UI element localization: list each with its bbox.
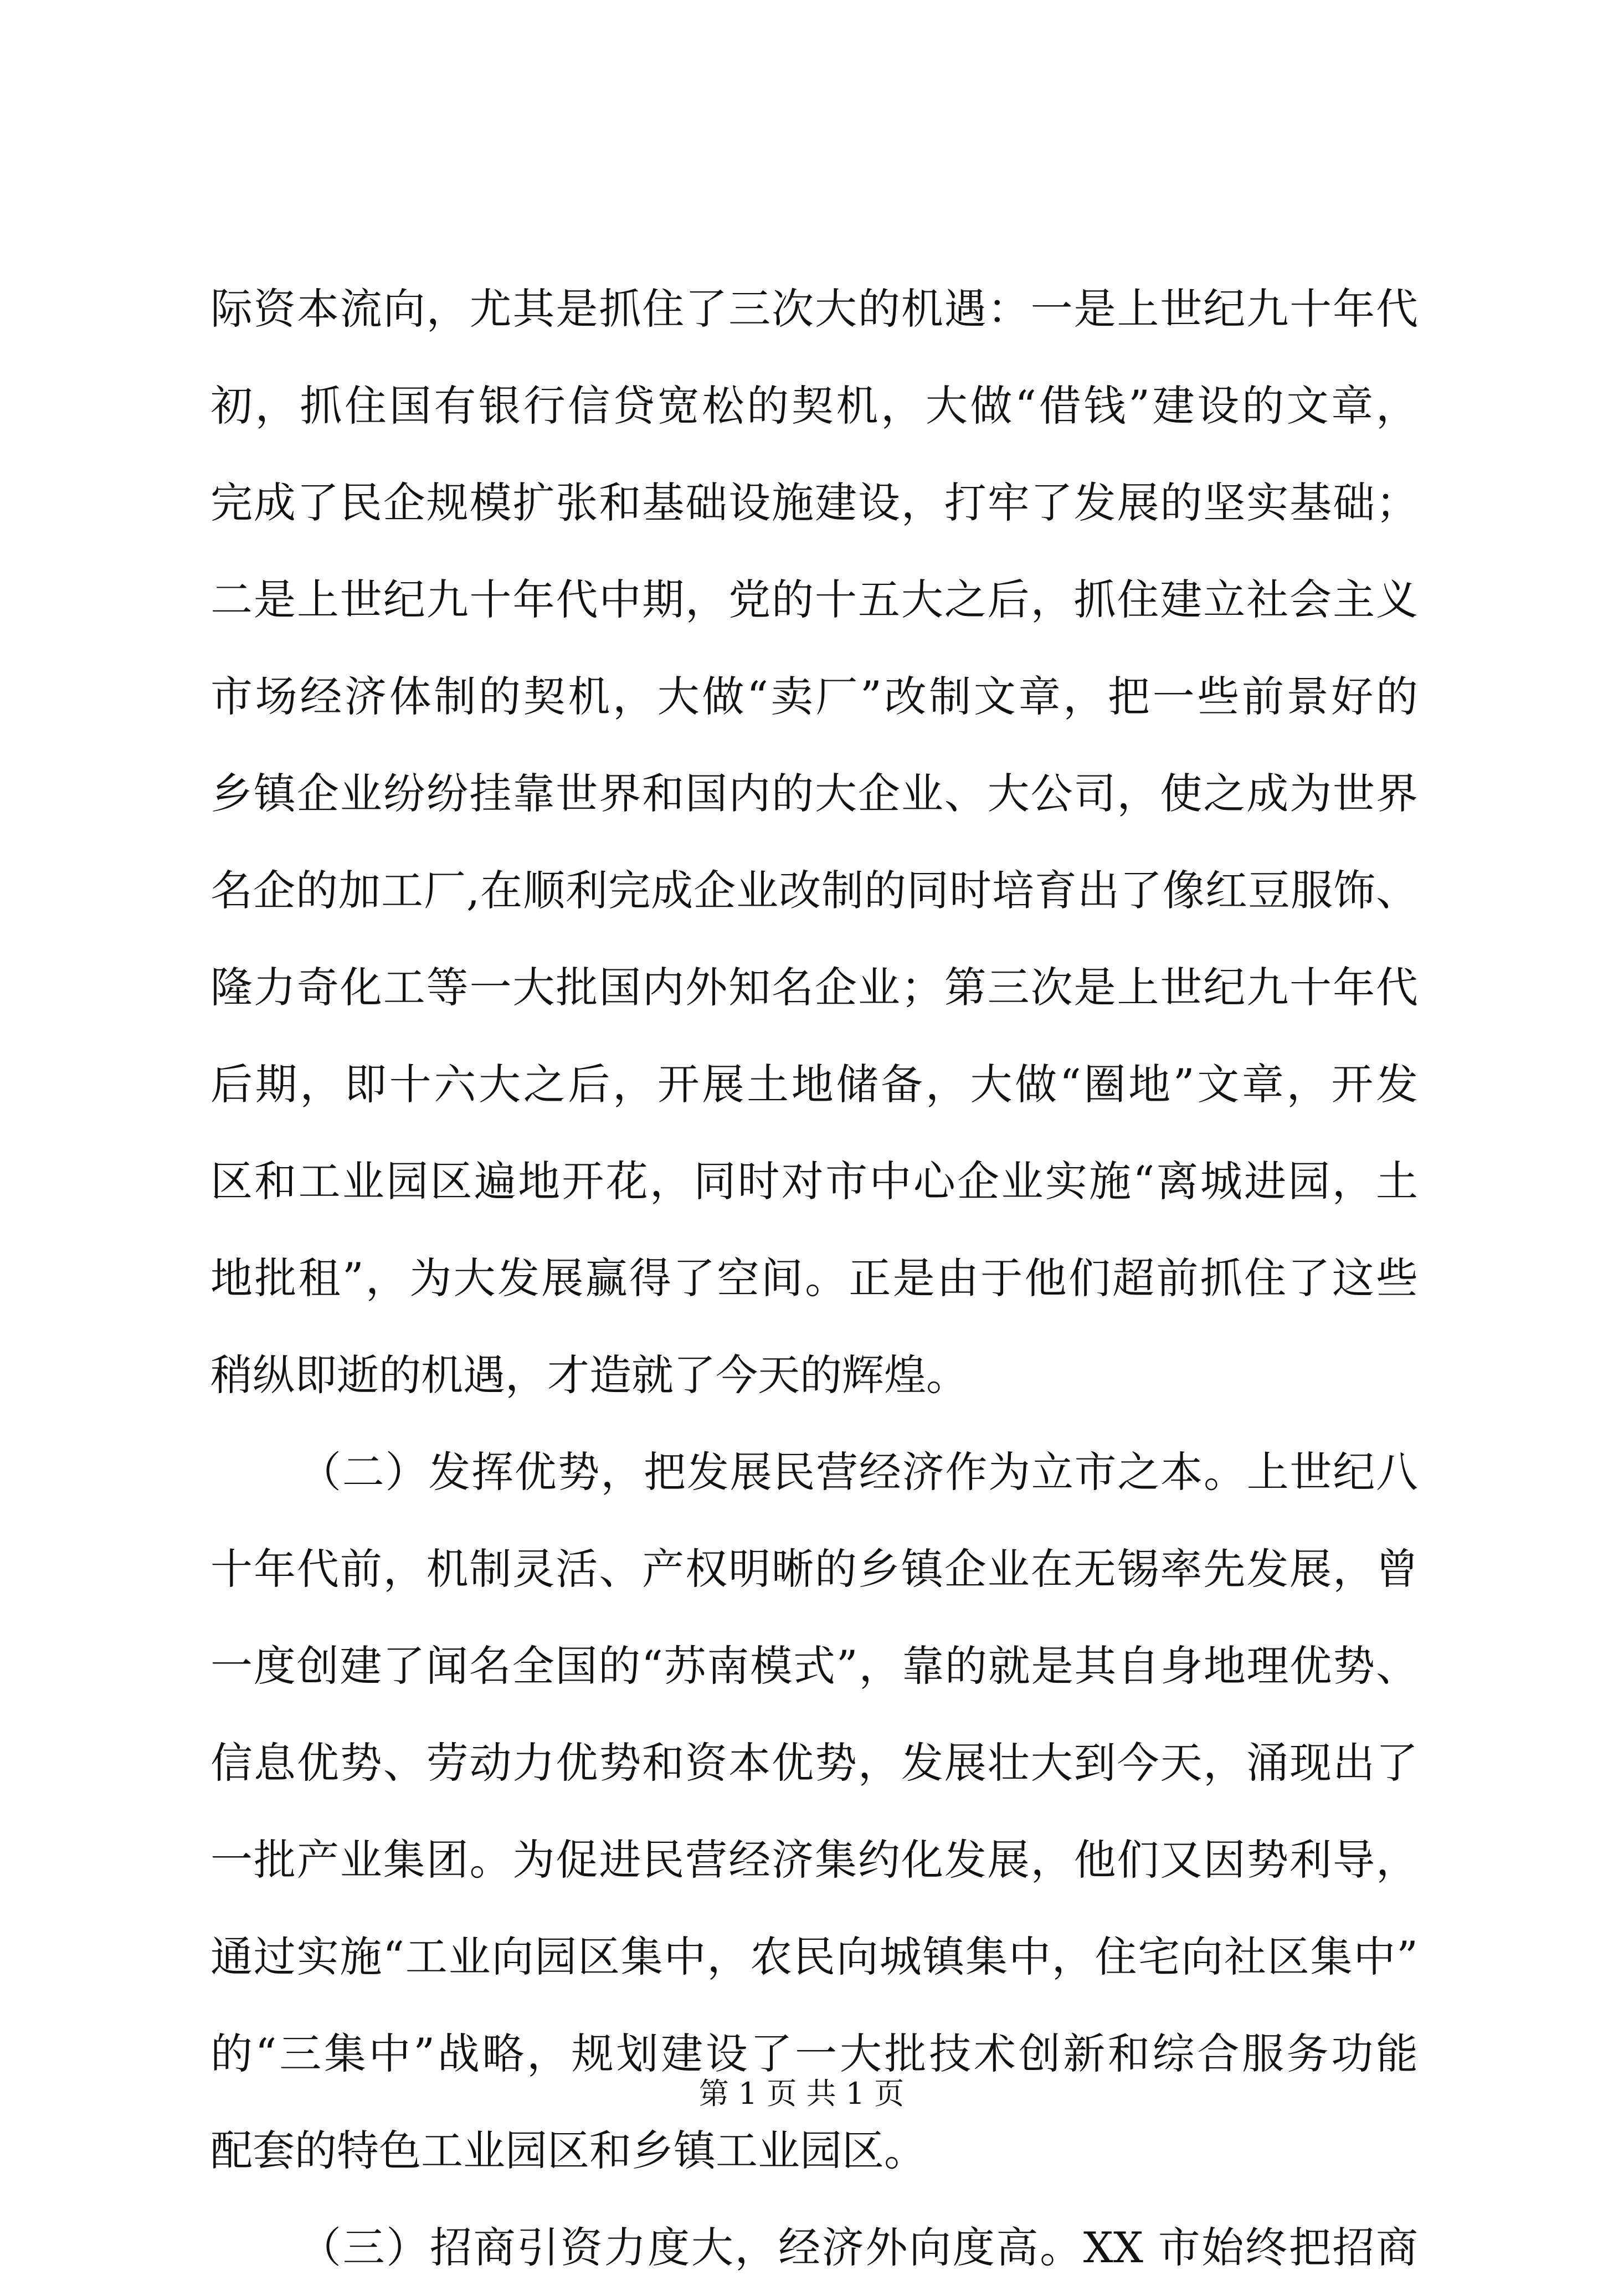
text-line: 区和工业园区遍地开花，同时对市中心企业实施“离城进园，土	[210, 1157, 1418, 1206]
text-line: 初，抓住国有银行信贷宽松的契机，大做“借钱”建设的文章，	[210, 381, 1418, 430]
text-line: 通过实施“工业向园区集中，农民向城镇集中，住宅向社区集中”	[210, 1932, 1418, 1981]
page-footer: 第 1 页 共 1 页	[698, 2076, 905, 2111]
text-line: 的“三集中”战略，规划建设了一大批技术创新和综合服务功能	[210, 2029, 1418, 2078]
text-line: 十年代前，机制灵活、产权明晰的乡镇企业在无锡率先发展，曾	[210, 1544, 1418, 1594]
text-line: 际资本流向，尤其是抓住了三次大的机遇：一是上世纪九十年代	[210, 284, 1418, 333]
text-line: 一批产业集团。为促进民营经济集约化发展，他们又因势利导，	[210, 1835, 1418, 1884]
text-line: 配套的特色工业园区和乡镇工业园区。	[210, 2126, 926, 2175]
text-line: 稍纵即逝的机遇，才造就了今天的辉煌。	[210, 1350, 968, 1400]
text-line: 市场经济体制的契机，大做“卖厂”改制文章，把一些前景好的	[210, 672, 1418, 721]
text-line: （二）发挥优势，把发展民营经济作为立市之本。上世纪八	[299, 1447, 1418, 1497]
text-line: 完成了民企规模扩张和基础设施建设，打牢了发展的坚实基础；	[210, 478, 1418, 527]
text-line: 隆力奇化工等一大批国内外知名企业；第三次是上世纪九十年代	[210, 963, 1418, 1012]
document-body	[210, 260, 1418, 2296]
text-line: 二是上世纪九十年代中期，党的十五大之后，抓住建立社会主义	[210, 575, 1418, 624]
text-line: 名企的加工厂,在顺利完成企业改制的同时培育出了像红豆服饰、	[210, 866, 1418, 915]
text-line: 信息优势、劳动力优势和资本优势，发展壮大到今天，涌现出了	[210, 1738, 1418, 1788]
text-line: 地批租”，为大发展赢得了空间。正是由于他们超前抓住了这些	[210, 1254, 1418, 1303]
paragraph-1	[210, 260, 1418, 1424]
text-line: 乡镇企业纷纷挂靠世界和国内的大企业、大公司，使之成为世界	[210, 769, 1418, 818]
paragraph-3	[210, 2199, 1418, 2296]
text-line: 后期，即十六大之后，开展土地储备，大做“圈地”文章，开发	[210, 1060, 1418, 1109]
text-line: 一度创建了闻名全国的“苏南模式”，靠的就是其自身地理优势、	[210, 1641, 1418, 1691]
text-line: （三）招商引资力度大，经济外向度高。XX 市始终把招商	[299, 2223, 1418, 2272]
